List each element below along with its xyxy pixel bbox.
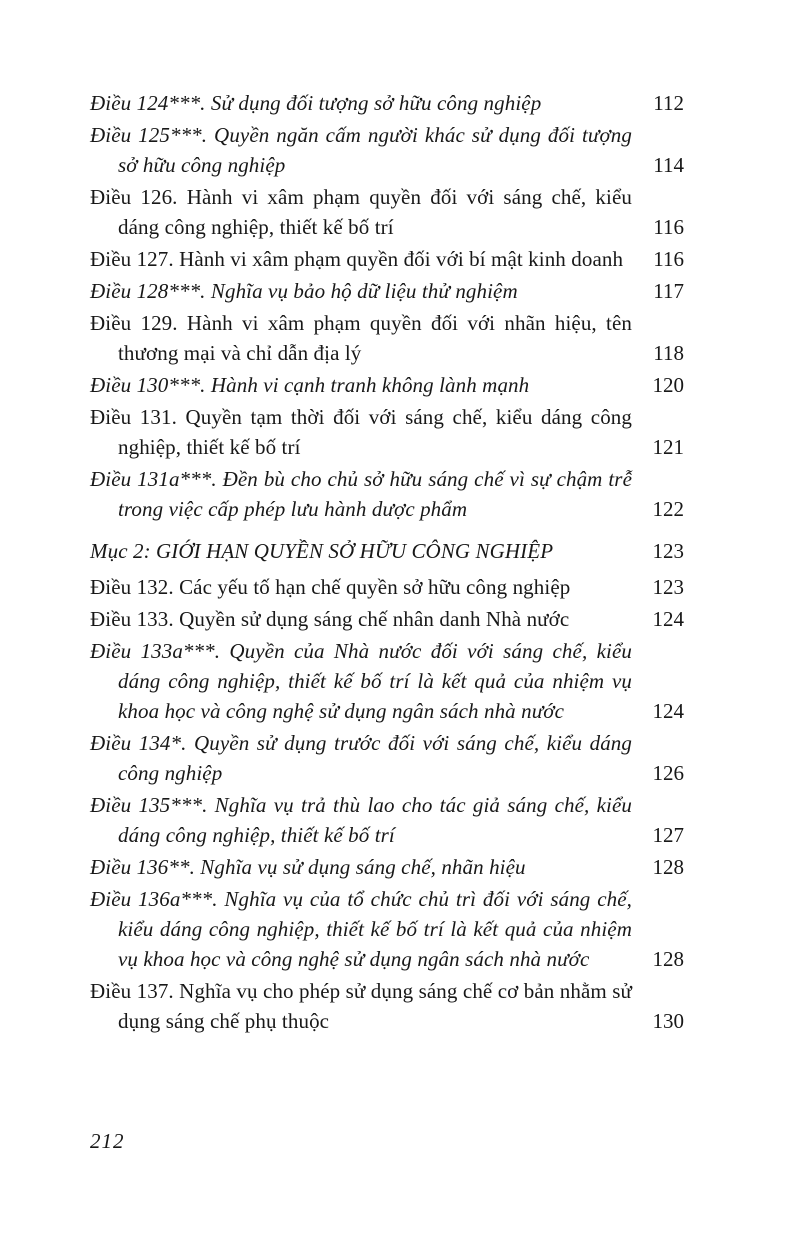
toc-entry-title: Điều 127. Hành vi xâm phạm quyền đối với bí mật kinh doanh [90,247,624,271]
toc-entry [90,790,684,850]
toc-entry [90,120,684,180]
page-number-footer: 212 [90,1129,125,1153]
toc-entry [90,852,684,882]
toc-entry [90,636,684,726]
toc-entry-title: Điều 133a***. Quyền của Nhà nước đối với sáng chế, kiểu dáng công nghiệp, thiết kế bố trí là kết quả của nhiệm vụ khoa học và công nghệ sử dụng ngân sách nhà nước [90,639,632,723]
toc-entry-title: Điều 130***. Hành vi cạnh tranh không lành mạnh [90,373,530,397]
toc-entry-title: Điều 132. Các yếu tố hạn chế quyền sở hữu công nghiệp [90,575,571,599]
toc-entry-title: Điều 136a***. Nghĩa vụ của tổ chức chủ trì đối với sáng chế, kiểu dáng công nghiệp, thiết kế bố trí là kết quả của nhiệm vụ khoa học và công nghệ sử dụng ngân sách nhà nước [90,887,632,971]
toc-entry-title: Điều 128***. Nghĩa vụ bảo hộ dữ liệu thử nghiệm [90,279,518,303]
toc-entry-page: 123 [652,539,684,563]
table-of-contents [90,88,684,1038]
toc-entry [90,370,684,400]
toc-entry-title: Điều 124***. Sử dụng đối tượng sở hữu công nghiệp [90,91,542,115]
toc-entry-page: 121 [652,435,684,459]
toc-entry-title: Điều 129. Hành vi xâm phạm quyền đối với nhãn hiệu, tên thương mại và chỉ dẫn địa lý [90,311,632,365]
toc-entry [90,884,684,974]
toc-entry [90,976,684,1036]
toc-entry-page: 114 [653,153,684,177]
toc-entry-page: 122 [652,497,684,521]
toc-entry [90,308,684,368]
toc-entry [90,182,684,242]
toc-entry-title: Điều 131. Quyền tạm thời đối với sáng chế, kiểu dáng công nghiệp, thiết kế bố trí [90,405,632,459]
toc-entry-title: Điều 125***. Quyền ngăn cấm người khác sử dụng đối tượng sở hữu công nghiệp [90,123,632,177]
toc-entry-title: Điều 134*. Quyền sử dụng trước đối với sáng chế, kiểu dáng công nghiệp [90,731,632,785]
toc-entry-page: 126 [652,761,684,785]
toc-entry [90,604,684,634]
toc-entry-page: 118 [653,341,684,365]
toc-entry-title: Điều 135***. Nghĩa vụ trả thù lao cho tác giả sáng chế, kiểu dáng công nghiệp, thiết kế bố trí [90,793,632,847]
toc-entry-page: 116 [653,247,684,271]
toc-entry [90,464,684,524]
toc-entry-page: 116 [653,215,684,239]
toc-entry-page: 117 [653,279,684,303]
toc-entry-title: Điều 126. Hành vi xâm phạm quyền đối với sáng chế, kiểu dáng công nghiệp, thiết kế bố trí [90,185,632,239]
toc-entry-title: Điều 137. Nghĩa vụ cho phép sử dụng sáng chế cơ bản nhằm sử dụng sáng chế phụ thuộc [90,979,632,1033]
toc-entry-title: Điều 136**. Nghĩa vụ sử dụng sáng chế, nhãn hiệu [90,855,526,879]
toc-entry [90,572,684,602]
toc-entry-page: 124 [652,699,684,723]
toc-entry [90,402,684,462]
toc-entry-page: 127 [652,823,684,847]
toc-section-heading [90,536,684,566]
toc-entry-page: 123 [652,575,684,599]
toc-entry [90,728,684,788]
toc-entry [90,276,684,306]
toc-entry-title: Điều 133. Quyền sử dụng sáng chế nhân danh Nhà nước [90,607,570,631]
toc-entry-page: 120 [652,373,684,397]
toc-entry-title: Mục 2: GIỚI HẠN QUYỀN SỞ HỮU CÔNG NGHIỆP [90,539,554,563]
toc-entry [90,88,684,118]
toc-entry-page: 128 [652,855,684,879]
toc-entry-page: 124 [652,607,684,631]
toc-entry-page: 112 [653,91,684,115]
toc-entry [90,244,684,274]
toc-entry-page: 128 [652,947,684,971]
toc-entry-title: Điều 131a***. Đền bù cho chủ sở hữu sáng chế vì sự chậm trễ trong việc cấp phép lưu hành dược phẩm [90,467,632,521]
toc-entry-page: 130 [652,1009,684,1033]
